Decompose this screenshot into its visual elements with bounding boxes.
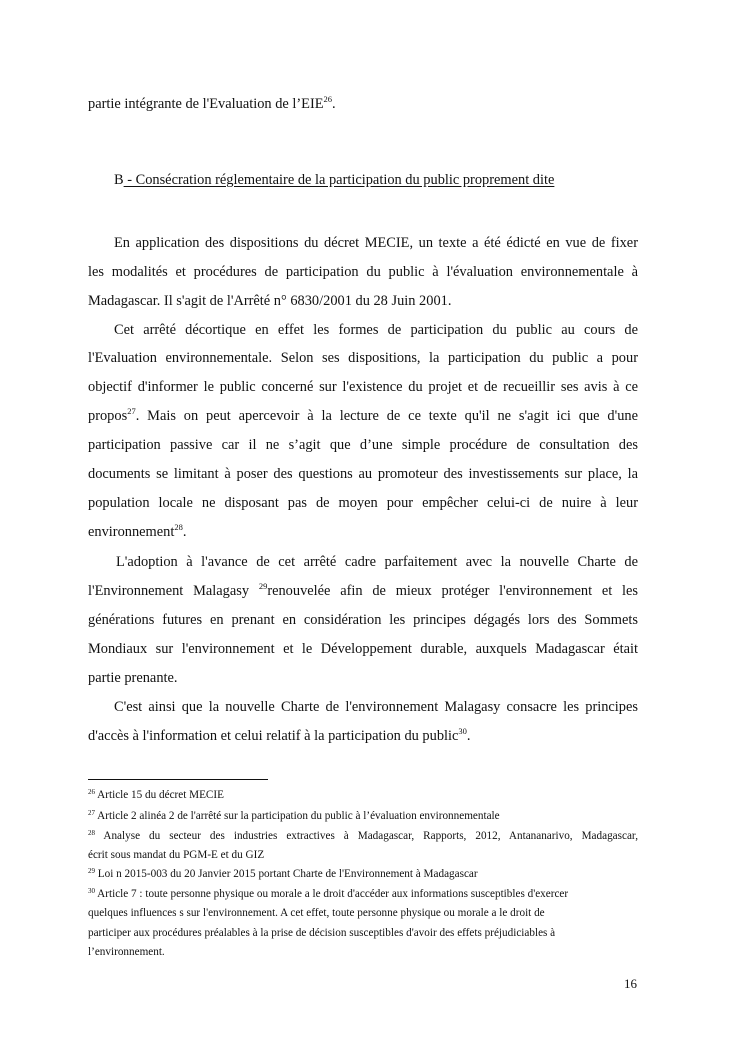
footnote-ref-26[interactable]: 26 (323, 94, 333, 104)
body-line: l'Environnement Malagasy $^{29}$renouvelée afin de mieux protéger l'environnement et les (88, 581, 639, 599)
footnote-ref-27[interactable]: 27 (127, 406, 136, 416)
body-line: générations futures en prenant en considération les principes dégagés lors des Sommets (88, 612, 638, 628)
page-number: 16 (624, 976, 637, 991)
footnote-28-cont: écrit sous mandat du PGM-E et du GIZ (88, 849, 265, 861)
footnote-separator (88, 779, 268, 780)
body-line: En application des dispositions du décret MECIE, un texte a été édicté en vue de fixer (114, 235, 638, 251)
footnote-ref-28[interactable]: 28 (174, 522, 183, 532)
footnote-27: $^{27}$ Article 2 alinéa 2 de l'arrêté sur la participation du public à l’évaluation environnementale (88, 809, 500, 822)
body-line: environnement$^{28}$. (88, 522, 187, 540)
section-heading: B - Consécration réglementaire de la participation du public proprement dite (114, 172, 555, 188)
footnote-ref-29[interactable]: 29 (258, 581, 268, 591)
body-line: population locale ne disposant pas de moyen pour empêcher celui-ci de nuire à leur (88, 495, 638, 511)
body-line: l'Evaluation environnementale. Selon ses dispositions, la participation du public a pour (88, 350, 638, 366)
body-line: objectif d'informer le public concerné sur l'existence du projet et de recueillir ses avis à ce (88, 379, 638, 395)
body-line: d'accès à l'information et celui relatif à la participation du public$^{30}$. (88, 726, 471, 744)
body-line: C'est ainsi que la nouvelle Charte de l'environnement Malagasy consacre les principes (114, 699, 638, 715)
footnote-29: $^{29}$ Loi n 2015-003 du 20 Janvier 2015 portant Charte de l'Environnement à Madagascar (88, 867, 478, 880)
footnote-30-cont: participer aux procédures préalables à la prise de décision susceptibles d'avoir des effets préjudiciables à (88, 927, 556, 939)
footnote-30-cont: quelques influences s sur l'environnement. A cet effet, toute personne physique ou morale a le droit de (88, 907, 545, 919)
footnote-30: $^{30}$ Article 7 : toute personne physique ou morale a le droit d'accéder aux informations susceptibles d'exercer (88, 887, 569, 900)
body-line: les modalités et procédures de participation du public à l'évaluation environnementale à (88, 264, 638, 280)
body-line: participation passive car il ne s’agit que d’une simple procédure de consultation des (88, 437, 638, 453)
body-line: Madagascar. Il s'agit de l'Arrêté n° 6830/2001 du 28 Juin 2001. (88, 293, 452, 309)
carryover-line: partie intégrante de l'Evaluation de l’EIE$^{26}$. (88, 94, 336, 112)
body-line: partie prenante. (88, 670, 178, 686)
footnote-26: $^{26}$ Article 15 du décret MECIE (88, 788, 224, 801)
body-line: Cet arrêté décortique en effet les formes de participation du public au cours de (114, 322, 638, 338)
body-line: propos$^{27}$. Mais on peut apercevoir à la lecture de ce texte qu'il ne s'agit ici que d'une (88, 406, 638, 424)
footnote-30-cont: l’environnement. (88, 946, 165, 958)
footnote-28: $^{28}$ Analyse du secteur des industries extractives à Madagascar, Rapports, 2012, Antananarivo, Madagascar, (88, 829, 638, 842)
footnote-ref-30[interactable]: 30 (458, 726, 467, 736)
body-line: documents se limitant à poser des questions au promoteur des investissements sur place, la (88, 466, 638, 482)
body-line: L'adoption à l'avance de cet arrêté cadre parfaitement avec la nouvelle Charte de (116, 554, 638, 570)
body-line: Mondiaux sur l'environnement et le Développement durable, auxquels Madagascar était (88, 641, 638, 657)
